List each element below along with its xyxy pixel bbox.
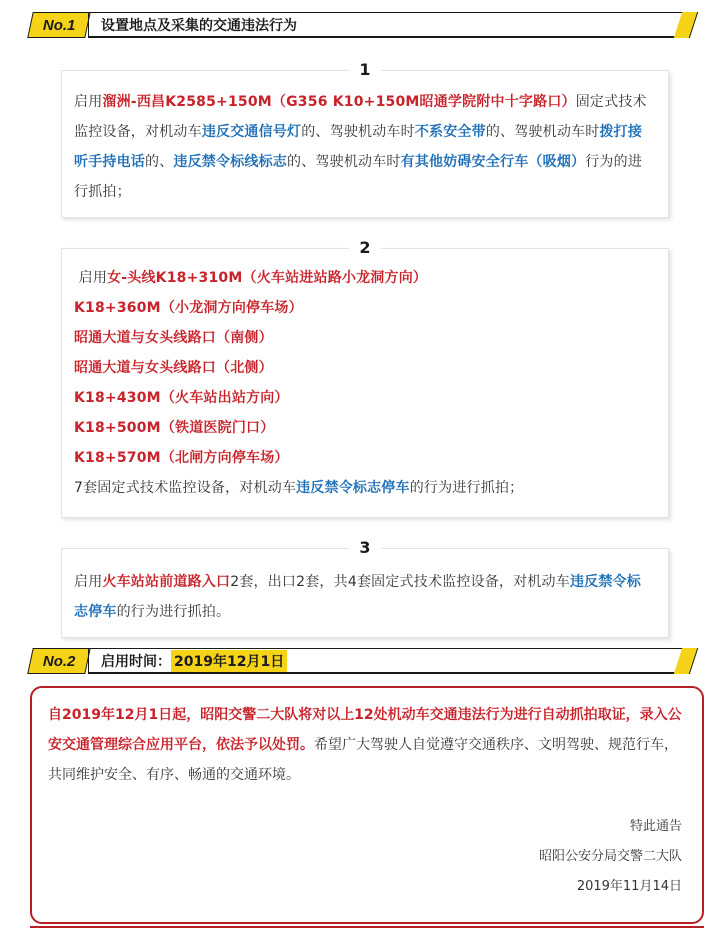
section-tag-1: No.1 (27, 12, 91, 38)
location-line: K18+360M（小龙洞方向停车场） (74, 300, 303, 316)
notice-closing: 特此通告 (629, 819, 682, 834)
section-title-2: 启用时间： 2019年12月1日 (88, 648, 686, 674)
section-header-2 (30, 648, 694, 676)
notice-box (30, 686, 704, 924)
card-2-text: 7套固定式技术监控设备，对机动车违反禁令标志停车的行为进行抓拍； (74, 480, 524, 496)
location-line: 昭通大道与女头线路口（南侧） (74, 330, 273, 346)
location-line: 启用女-头线K18+310M（火车站进站路小龙洞方向） (78, 270, 428, 286)
card-number-3: 3 (62, 538, 668, 557)
section-header-1 (30, 12, 694, 40)
notice-date: 2019年11月14日 (576, 879, 682, 894)
card-2-locations (74, 263, 654, 503)
location-line: K18+570M（北闸方向停车场） (74, 450, 289, 466)
location-line: K18+500M（铁道医院门口） (74, 420, 275, 436)
bottom-divider (30, 926, 704, 928)
card-3-text: 启用火车站站前道路入口2套，出口2套，共4套固定式技术监控设备，对机动车违反禁令标志停车的行为进行抓拍。 (74, 574, 641, 620)
location-line: K18+430M（火车站出站方向） (74, 390, 289, 406)
card-3 (61, 538, 669, 638)
location-line: 昭通大道与女头线路口（北侧） (74, 360, 273, 376)
section-tag-2: No.2 (27, 648, 91, 674)
notice-signatory: 昭阳公安分局交警二大队 (538, 849, 682, 864)
card-1-text: 启用溜洲-西昌K2585+150M（G356 K10+150M昭通学院附中十字路口）固定式技术监控设备，对机动车违反交通信号灯的、驾驶机动车时不系安全带的、驾驶机动车时拨打接听手持电话的、违反禁令标线标志的、驾驶机动车时有其他妨碍安全行车（吸烟）行为的进行抓拍； (74, 94, 647, 200)
card-number-1: 1 (62, 60, 668, 79)
section-title-1: 设置地点及采集的交通违法行为 (88, 12, 686, 38)
start-date: 2019年12月1日 (171, 650, 287, 672)
notice-text: 自2019年12月1日起，昭阳交警二大队将对以上12处机动车交通违法行为进行自动抓拍取证，录入公安交通管理综合应用平台，依法予以处罚。希望广大驾驶人自觉遵守交通秩序、文明驾驶、规范行车，共同维护安全、有序、畅通的交通环境。 (48, 707, 682, 783)
card-1 (61, 60, 669, 218)
card-2 (61, 238, 669, 518)
card-number-2: 2 (62, 238, 668, 257)
